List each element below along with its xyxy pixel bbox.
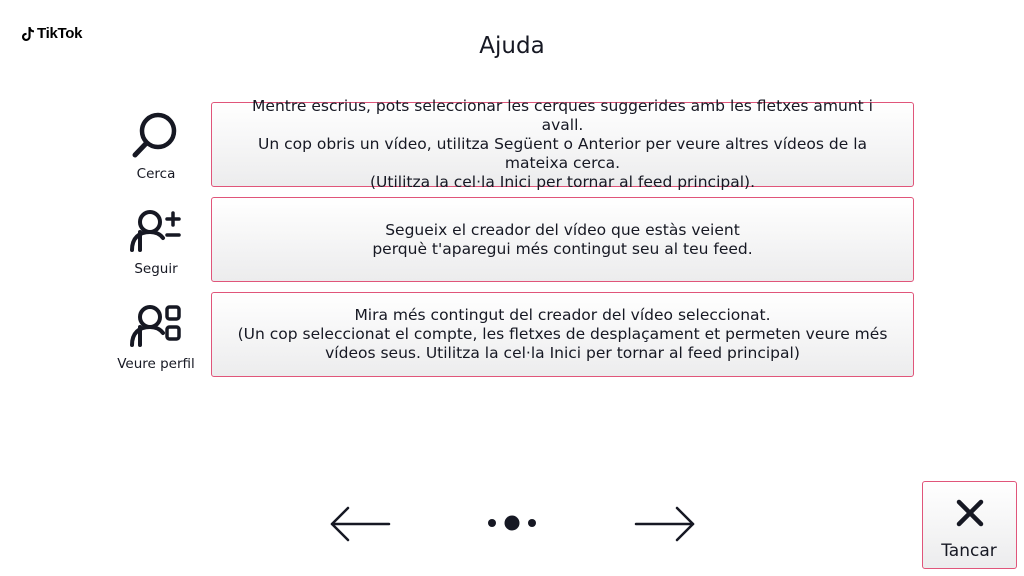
help-row-search [110, 97, 916, 191]
profile-icon [128, 300, 184, 352]
logo-text: TikTok [37, 25, 83, 42]
help-card-profile [211, 292, 914, 377]
help-line: (Utilitza la cel·la Inici per tornar al feed principal). [369, 173, 755, 191]
help-icon-cell [110, 110, 202, 162]
page-title: Ajuda [479, 33, 545, 59]
previous-arrow-icon[interactable] [326, 500, 394, 548]
help-icon-cell [110, 205, 202, 257]
close-button-label: Tancar [941, 541, 997, 561]
close-button[interactable] [922, 481, 1017, 569]
page-dot-1 [488, 519, 496, 527]
help-row-follow [110, 197, 916, 285]
help-text-search [212, 97, 913, 192]
help-line: Mira més contingut del creador del vídeo seleccionat. [354, 306, 771, 324]
help-label-profile: Veure perfil [117, 356, 195, 372]
help-label-follow: Seguir [134, 261, 178, 277]
follow-user-icon [128, 205, 184, 257]
help-row-profile [110, 292, 916, 380]
help-line: Un cop obris un vídeo, utilitza Següent o Anterior per veure altres vídeos de la mateixa cerca. [257, 135, 867, 172]
page-dot-2-active [505, 516, 520, 531]
help-text-profile [212, 306, 913, 363]
search-icon [130, 110, 182, 162]
help-line: Segueix el creador del vídeo que estàs veient [385, 220, 740, 239]
page-dot-3 [528, 519, 536, 527]
help-card-follow [211, 197, 914, 282]
help-line: (Un cop seleccionat el compte, les fletxes de desplaçament et permeten veure més vídeos seus. Utilitza la cel·la Inici per tornar al feed principal) [237, 325, 888, 362]
help-icon-cell [110, 300, 202, 352]
close-icon [955, 498, 985, 528]
help-line: perquè t'aparegui més contingut seu al teu feed. [372, 239, 753, 258]
help-line: Mentre escrius, pots seleccionar les cerques suggerides amb les fletxes amunt i avall. [252, 97, 873, 134]
help-text-follow [354, 221, 770, 259]
help-label-search: Cerca [136, 166, 176, 182]
next-arrow-icon[interactable] [631, 500, 699, 548]
page-indicator [480, 510, 544, 536]
help-card-search [211, 97, 914, 191]
